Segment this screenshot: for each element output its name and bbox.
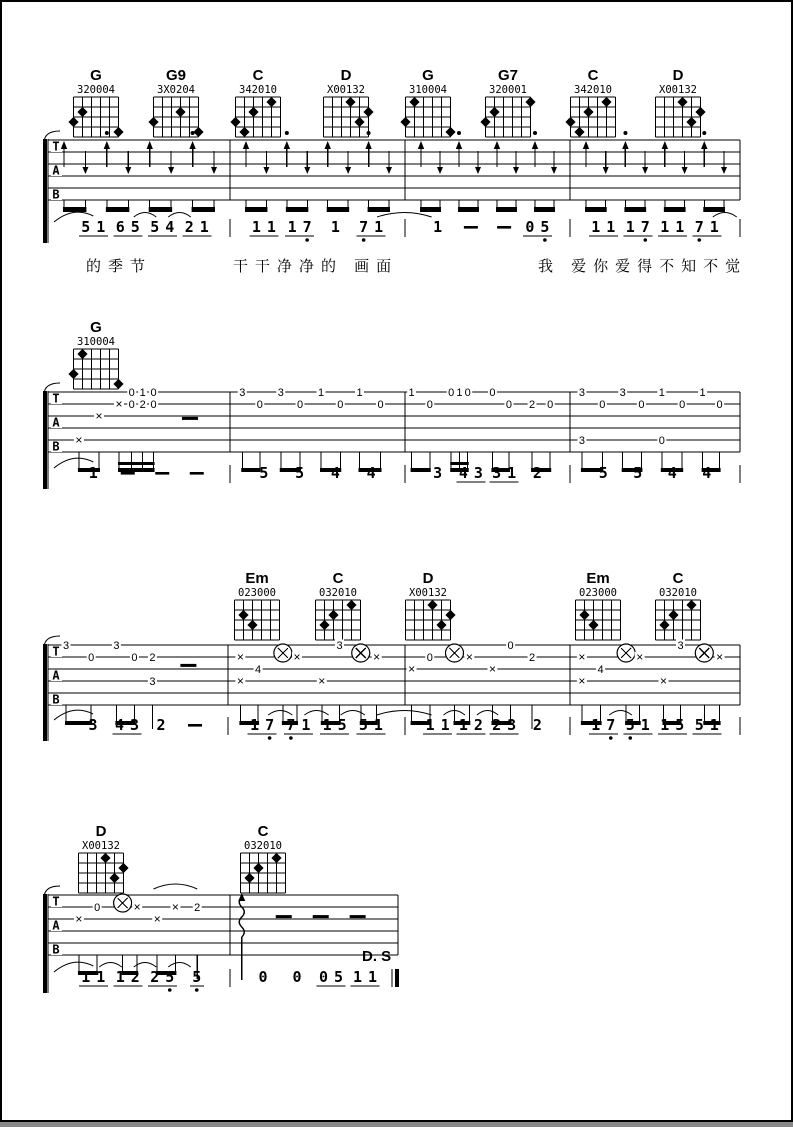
svg-text:4: 4: [702, 464, 712, 482]
svg-text:1: 1: [433, 218, 443, 236]
svg-text:0: 0: [256, 399, 263, 411]
svg-text:1: 1: [96, 968, 106, 986]
svg-text:0: 0: [464, 387, 471, 399]
svg-text:310004: 310004: [409, 84, 447, 96]
svg-text:0: 0: [337, 399, 344, 411]
svg-text:0: 0: [94, 902, 101, 914]
svg-text:1: 1: [317, 387, 325, 399]
svg-text:×: ×: [153, 912, 161, 926]
svg-text:5: 5: [694, 716, 704, 734]
svg-text:0: 0: [296, 399, 304, 411]
svg-text:5: 5: [633, 464, 643, 482]
svg-text:1: 1: [408, 387, 415, 399]
svg-text:032010: 032010: [659, 587, 697, 599]
svg-text:×: ×: [95, 409, 103, 423]
svg-text:0: 0: [426, 652, 433, 664]
svg-text:×: ×: [636, 650, 644, 664]
svg-text:1: 1: [251, 218, 261, 236]
svg-text:×: ×: [408, 662, 416, 676]
svg-text:342010: 342010: [239, 84, 277, 96]
svg-text:3: 3: [578, 435, 585, 447]
svg-text:1: 1: [373, 716, 383, 734]
svg-text:1: 1: [250, 716, 260, 734]
svg-text:5: 5: [598, 464, 608, 482]
svg-text:1: 1: [625, 218, 635, 236]
svg-text:0: 0: [150, 387, 157, 399]
svg-text:5: 5: [150, 218, 160, 236]
svg-text:×: ×: [659, 674, 668, 688]
svg-text:1: 1: [322, 716, 332, 734]
svg-text:T: T: [52, 894, 60, 909]
svg-text:B: B: [52, 187, 60, 202]
svg-text:C: C: [672, 570, 684, 587]
svg-text:4: 4: [366, 464, 376, 482]
svg-text:5: 5: [333, 968, 344, 986]
svg-text:1: 1: [440, 716, 450, 734]
svg-text:0: 0: [547, 399, 554, 411]
svg-text:0: 0: [525, 218, 535, 236]
svg-text:1: 1: [456, 387, 463, 399]
svg-text:T: T: [52, 644, 60, 659]
svg-text:3: 3: [336, 640, 343, 652]
svg-text:2: 2: [532, 716, 542, 734]
svg-text:2: 2: [130, 968, 140, 986]
svg-text:3: 3: [62, 640, 70, 652]
svg-text:0: 0: [679, 399, 686, 411]
svg-text:2: 2: [473, 716, 483, 734]
svg-text:1: 1: [115, 968, 125, 986]
svg-text:1: 1: [81, 968, 91, 986]
svg-text:1: 1: [96, 218, 106, 236]
svg-text:B: B: [52, 942, 60, 957]
svg-text:0: 0: [128, 387, 135, 399]
svg-text:032010: 032010: [244, 840, 282, 852]
svg-text:1: 1: [88, 464, 98, 482]
svg-text:0: 0: [599, 399, 606, 411]
octave-dot: [543, 238, 547, 242]
svg-text:1: 1: [352, 968, 363, 986]
svg-text:B: B: [52, 439, 60, 454]
svg-text:7: 7: [265, 716, 275, 734]
svg-text:A: A: [52, 415, 60, 430]
svg-text:1: 1: [709, 218, 719, 236]
svg-text:1: 1: [301, 716, 311, 734]
svg-text:0: 0: [638, 399, 645, 411]
svg-text:G7: G7: [497, 67, 519, 84]
svg-text:4: 4: [114, 716, 125, 734]
svg-text:5: 5: [259, 464, 269, 482]
octave-dot: [609, 736, 613, 740]
accent-dot: [191, 131, 195, 135]
svg-text:3: 3: [433, 464, 443, 482]
accent-dot: [105, 131, 109, 135]
svg-text:我 爱你爱得不知不觉: 我 爱你爱得不知不觉: [538, 258, 748, 275]
svg-text:7: 7: [694, 218, 704, 236]
octave-dot: [643, 238, 647, 242]
svg-text:X00132: X00132: [327, 84, 365, 96]
svg-text:0: 0: [131, 652, 138, 664]
svg-text:1: 1: [356, 387, 363, 399]
svg-text:5: 5: [295, 464, 305, 482]
svg-text:0: 0: [88, 652, 95, 664]
svg-text:×: ×: [236, 674, 244, 688]
svg-text:×: ×: [171, 900, 179, 914]
svg-text:4: 4: [458, 464, 468, 482]
svg-text:Em: Em: [245, 570, 269, 587]
svg-text:C: C: [332, 570, 344, 587]
svg-text:1: 1: [367, 968, 378, 986]
svg-text:X00132: X00132: [409, 587, 447, 599]
svg-text:7: 7: [286, 716, 296, 734]
svg-text:0: 0: [426, 399, 433, 411]
svg-text:3: 3: [129, 716, 140, 734]
svg-text:2: 2: [139, 399, 146, 411]
svg-text:G: G: [90, 67, 102, 84]
svg-text:×: ×: [578, 674, 586, 688]
svg-text:G9: G9: [165, 67, 187, 84]
svg-text:7: 7: [606, 716, 616, 734]
svg-text:5: 5: [540, 218, 550, 236]
octave-dot: [168, 988, 172, 992]
ds-label: D. S: [362, 948, 392, 965]
svg-text:5: 5: [81, 218, 91, 236]
svg-text:1: 1: [606, 218, 616, 236]
svg-text:2: 2: [528, 652, 536, 664]
svg-text:1: 1: [591, 218, 601, 236]
svg-text:C: C: [252, 67, 264, 84]
svg-text:3: 3: [677, 640, 684, 652]
svg-text:032010: 032010: [319, 587, 357, 599]
svg-text:5: 5: [358, 716, 368, 734]
svg-text:3: 3: [578, 387, 585, 399]
svg-text:3X0204: 3X0204: [157, 84, 195, 96]
svg-text:1: 1: [658, 387, 665, 399]
svg-text:D: D: [95, 823, 107, 840]
svg-text:5: 5: [192, 968, 202, 986]
svg-text:的季节: 的季节: [86, 258, 153, 275]
svg-text:1: 1: [458, 716, 468, 734]
svg-text:2: 2: [156, 716, 166, 734]
svg-text:2: 2: [150, 968, 160, 986]
svg-text:1: 1: [139, 387, 146, 399]
svg-text:×: ×: [115, 397, 123, 411]
svg-text:4: 4: [330, 464, 340, 482]
svg-text:0: 0: [128, 399, 135, 411]
octave-dot: [362, 238, 366, 242]
accent-dot: [367, 131, 371, 135]
svg-text:2: 2: [149, 652, 156, 664]
svg-text:3: 3: [88, 716, 98, 734]
svg-text:4: 4: [255, 664, 262, 676]
svg-text:310004: 310004: [77, 336, 115, 348]
svg-text:320001: 320001: [489, 84, 527, 96]
svg-text:3: 3: [473, 464, 483, 482]
svg-text:A: A: [52, 918, 60, 933]
svg-text:0: 0: [716, 399, 723, 411]
accent-dot: [533, 131, 537, 135]
svg-text:7: 7: [359, 218, 369, 236]
svg-text:×: ×: [716, 650, 724, 664]
svg-text:G: G: [422, 67, 434, 84]
svg-text:X00132: X00132: [659, 84, 697, 96]
svg-text:T: T: [52, 391, 60, 406]
svg-text:1: 1: [374, 218, 384, 236]
svg-text:3: 3: [113, 640, 120, 652]
svg-text:320004: 320004: [77, 84, 115, 96]
svg-text:6: 6: [115, 218, 125, 236]
svg-text:1: 1: [199, 218, 209, 236]
svg-text:4: 4: [165, 218, 175, 236]
svg-text:0: 0: [150, 399, 157, 411]
svg-text:3: 3: [507, 716, 517, 734]
svg-text:0: 0: [505, 399, 513, 411]
accent-dot: [285, 131, 289, 135]
svg-text:A: A: [52, 163, 60, 178]
svg-text:1: 1: [709, 716, 719, 734]
svg-text:A: A: [52, 668, 60, 683]
svg-text:0: 0: [507, 640, 514, 652]
svg-text:2: 2: [532, 464, 542, 482]
octave-dot: [195, 988, 199, 992]
svg-text:B: B: [52, 692, 60, 707]
svg-text:5: 5: [625, 716, 635, 734]
svg-text:4: 4: [597, 664, 604, 676]
svg-text:×: ×: [578, 650, 586, 664]
svg-text:1: 1: [699, 387, 706, 399]
accent-dot: [702, 131, 706, 135]
svg-text:1: 1: [660, 716, 670, 734]
svg-text:1: 1: [266, 218, 276, 236]
svg-text:5: 5: [130, 218, 140, 236]
svg-text:C: C: [257, 823, 269, 840]
svg-text:2: 2: [184, 218, 194, 236]
accent-dot: [623, 131, 627, 135]
octave-dot: [289, 736, 293, 740]
svg-text:1: 1: [660, 218, 670, 236]
svg-text:0: 0: [377, 399, 384, 411]
svg-text:023000: 023000: [238, 587, 276, 599]
svg-text:×: ×: [293, 650, 301, 664]
svg-text:D: D: [340, 67, 352, 84]
svg-text:×: ×: [75, 433, 83, 447]
svg-text:1: 1: [287, 218, 297, 236]
svg-text:D: D: [422, 570, 434, 587]
svg-text:1: 1: [425, 716, 435, 734]
svg-text:2: 2: [492, 716, 502, 734]
svg-text:1: 1: [330, 218, 340, 236]
svg-text:5: 5: [337, 716, 347, 734]
svg-text:干干净净的 画面: 干干净净的 画面: [233, 258, 399, 275]
svg-text:5: 5: [675, 716, 685, 734]
svg-text:3: 3: [277, 387, 284, 399]
svg-text:C: C: [587, 67, 599, 84]
accent-dot: [457, 131, 461, 135]
svg-text:5: 5: [165, 968, 175, 986]
svg-text:3: 3: [619, 387, 626, 399]
svg-text:342010: 342010: [574, 84, 612, 96]
svg-text:1: 1: [591, 716, 601, 734]
svg-text:×: ×: [488, 662, 496, 676]
svg-text:1: 1: [507, 464, 517, 482]
svg-text:4: 4: [667, 464, 677, 482]
svg-text:×: ×: [465, 650, 473, 664]
svg-text:T: T: [52, 139, 60, 154]
svg-text:0: 0: [448, 387, 455, 399]
svg-text:×: ×: [373, 650, 381, 664]
svg-text:0: 0: [658, 435, 665, 447]
svg-text:×: ×: [75, 912, 83, 926]
svg-text:G: G: [90, 319, 102, 336]
svg-text:D: D: [672, 67, 684, 84]
svg-text:1: 1: [640, 716, 650, 734]
svg-text:×: ×: [133, 900, 141, 914]
svg-text:7: 7: [640, 218, 650, 236]
svg-text:Em: Em: [586, 570, 610, 587]
svg-text:023000: 023000: [579, 587, 617, 599]
svg-text:0: 0: [318, 968, 329, 986]
octave-dot: [628, 736, 632, 740]
svg-text:3: 3: [492, 464, 502, 482]
svg-text:×: ×: [318, 674, 326, 688]
svg-text:3: 3: [239, 387, 246, 399]
octave-dot: [268, 736, 272, 740]
svg-text:7: 7: [302, 218, 312, 236]
svg-text:2: 2: [528, 399, 536, 411]
svg-text:X00132: X00132: [82, 840, 120, 852]
svg-text:2: 2: [194, 902, 201, 914]
svg-text:3: 3: [149, 676, 156, 688]
svg-text:0: 0: [258, 968, 268, 986]
svg-text:1: 1: [675, 218, 685, 236]
octave-dot: [697, 238, 701, 242]
octave-dot: [305, 238, 309, 242]
svg-text:×: ×: [236, 650, 244, 664]
svg-text:0: 0: [489, 387, 496, 399]
svg-text:0: 0: [292, 968, 302, 986]
